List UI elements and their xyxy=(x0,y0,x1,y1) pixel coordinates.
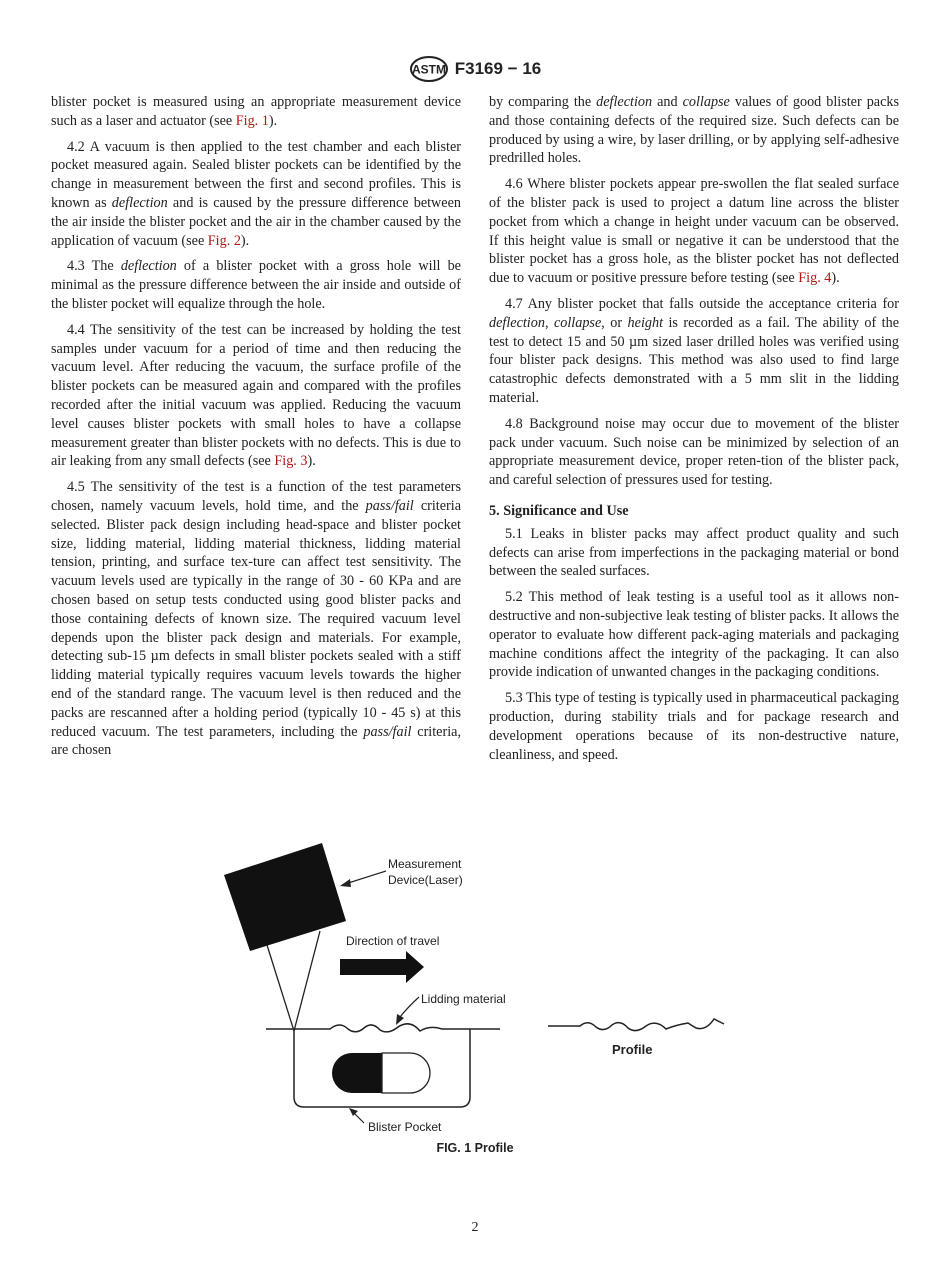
paragraph-4-3: 4.3 The deflection of a blister pocket with a gross hole will be minimal as the pressure difference between the air inside and outside of the blister pocket will equalize through the hole. xyxy=(51,258,461,312)
paragraph-4-8: 4.8 Background noise may occur due to movement of the blister pack under vacuum. Such noise can be minimized by selection of an appropriate measurement device, proper reten-tion of the blister pack, and careful selection of pressures used for testing. xyxy=(489,415,899,489)
lidding-surface xyxy=(266,1024,500,1032)
figure-1 xyxy=(210,835,750,1135)
paragraph-4-5-cont: by comparing the deflection and collapse values of good blister packs and those containing defects of the required size. Such defects can be produced by using a wire, by laser drilling, or by applying self-adhesive predrilled holes. xyxy=(489,94,899,167)
paragraph-4-4: 4.4 The sensitivity of the test can be increased by holding the test samples under vacuum for a period of time and then reducing the vacuum level. After reducing the vacuum, the surface profile of the blister pockets can be measured again and compared with the profiles recorded after the initial vacuum was applied. Reducing the vacuum level causes blister pockets with small holes to have a collapse measurement greater than blister pockets with no defects. This is due to air leaking from any small defects (see Fig. 3). xyxy=(51,321,461,470)
capsule-light-half xyxy=(382,1053,430,1093)
label-direction: Direction of travel xyxy=(346,934,440,948)
svg-text:ASTM: ASTM xyxy=(411,62,446,77)
lidding-pointer xyxy=(400,997,419,1017)
paragraph-4-6: 4.6 Where blister pockets appear pre-swollen the flat sealed surface of the blister pack is used to project a datum line across the blister pocket from which a change in height under vacuum can be observed. If this height value is small or negative it can be understood that the blister pocket has a gross hole, as the blister pocket has not deflected due to vacuum or positive pressure before testing (see Fig. 4). xyxy=(489,176,899,287)
paragraph-5-1: 5.1 Leaks in blister packs may affect product quality and such defects can arise from imperfections in the packaging material or bond between the sealed surfaces. xyxy=(489,525,899,580)
fig-1-link[interactable]: Fig. 1 xyxy=(235,112,269,129)
standard-designation: F3169 − 16 xyxy=(454,59,542,78)
profile-trace xyxy=(548,1019,724,1031)
label-lidding: Lidding material xyxy=(421,992,506,1006)
label-device-2: Device(Laser) xyxy=(388,873,463,887)
fig-3-link[interactable]: Fig. 3 xyxy=(274,453,308,470)
right-column xyxy=(489,93,899,771)
page-number: 2 xyxy=(471,1220,479,1235)
page-header xyxy=(0,56,950,82)
left-column xyxy=(51,93,461,767)
measurement-device-shape xyxy=(224,843,346,951)
laser-beam-left xyxy=(267,945,294,1031)
laser-beam-right xyxy=(294,931,320,1031)
capsule-dark-half xyxy=(332,1053,382,1093)
paragraph-4-5: 4.5 The sensitivity of the test is a function of the test parameters chosen, namely vacuum levels, hold time, and the pass/fail criteria selected. Blister pack design including head-space and blister pocket size, lidding material, lidding material thickness, lidding material tension, printing, and surface tex-ture can affect test sensitivity. The vacuum levels used are typically in the range of 30 - 60 KPa and are chosen based on setup tests conducted using good blister packs and those containing defects of known size. The required vacuum level depends upon the blister pack design and materials. For example, detecting sub-15 µm defects in small blister pockets sealed with a stiff lidding material typically requires vacuum levels towards the higher end of the standard range. The vacuum level is then reduced and the packs are rescanned after a holding period (typically 10 - 45 s) at this reduced vacuum. The test parameters, including the pass/fail criteria, are chosen xyxy=(51,479,461,759)
paragraph-5-2: 5.2 This method of leak testing is a useful tool as it allows non-destructive and non-subjective leak testing of blister packs. It allows the operator to evaluate how different pack-aging materials and packaging machine conditions affect the integrity of the packaging. It can also provide indication of unwanted changes in the packaging conditions. xyxy=(489,589,899,681)
label-pocket: Blister Pocket xyxy=(368,1120,442,1134)
label-profile: Profile xyxy=(612,1042,653,1057)
label-device-1: Measurement xyxy=(388,857,462,871)
paragraph-5-3: 5.3 This type of testing is typically used in pharmaceutical packaging production, during stability trials and for package research and development operations because of its non-destructive nature, cleanliness, and speed. xyxy=(489,690,899,763)
astm-logo-icon xyxy=(409,56,449,82)
direction-arrow-icon xyxy=(340,951,424,983)
paragraph-4-1-cont: blister pocket is measured using an appropriate measurement device such as a laser and actuator (see Fig. 1). xyxy=(51,94,461,129)
paragraph-4-2: 4.2 A vacuum is then applied to the test chamber and each blister pocket measured again. Sealed blister pockets can be identified by the change in measurement between the first and second profiles. This is known as deflection and is caused by the pressure difference between the air inside the blister pocket and the air in the chamber caused by the application of vacuum (see Fig. 2). xyxy=(51,138,461,249)
paragraph-4-7: 4.7 Any blister pocket that falls outside the acceptance criteria for deflection, collapse, or height is recorded as a fail. The ability of the test to detect 15 and 50 µm sized laser drilled holes was verified using four blister pack designs. This method was also used to find large catastrophic defects demonstrated with a 5 mm slit in the lidding material. xyxy=(489,295,900,406)
figure-caption: FIG. 1 Profile xyxy=(436,1141,514,1155)
fig-2-link[interactable]: Fig. 2 xyxy=(207,232,241,249)
section-5-heading: 5. Significance and Use xyxy=(489,502,629,519)
fig-4-link[interactable]: Fig. 4 xyxy=(798,270,832,287)
